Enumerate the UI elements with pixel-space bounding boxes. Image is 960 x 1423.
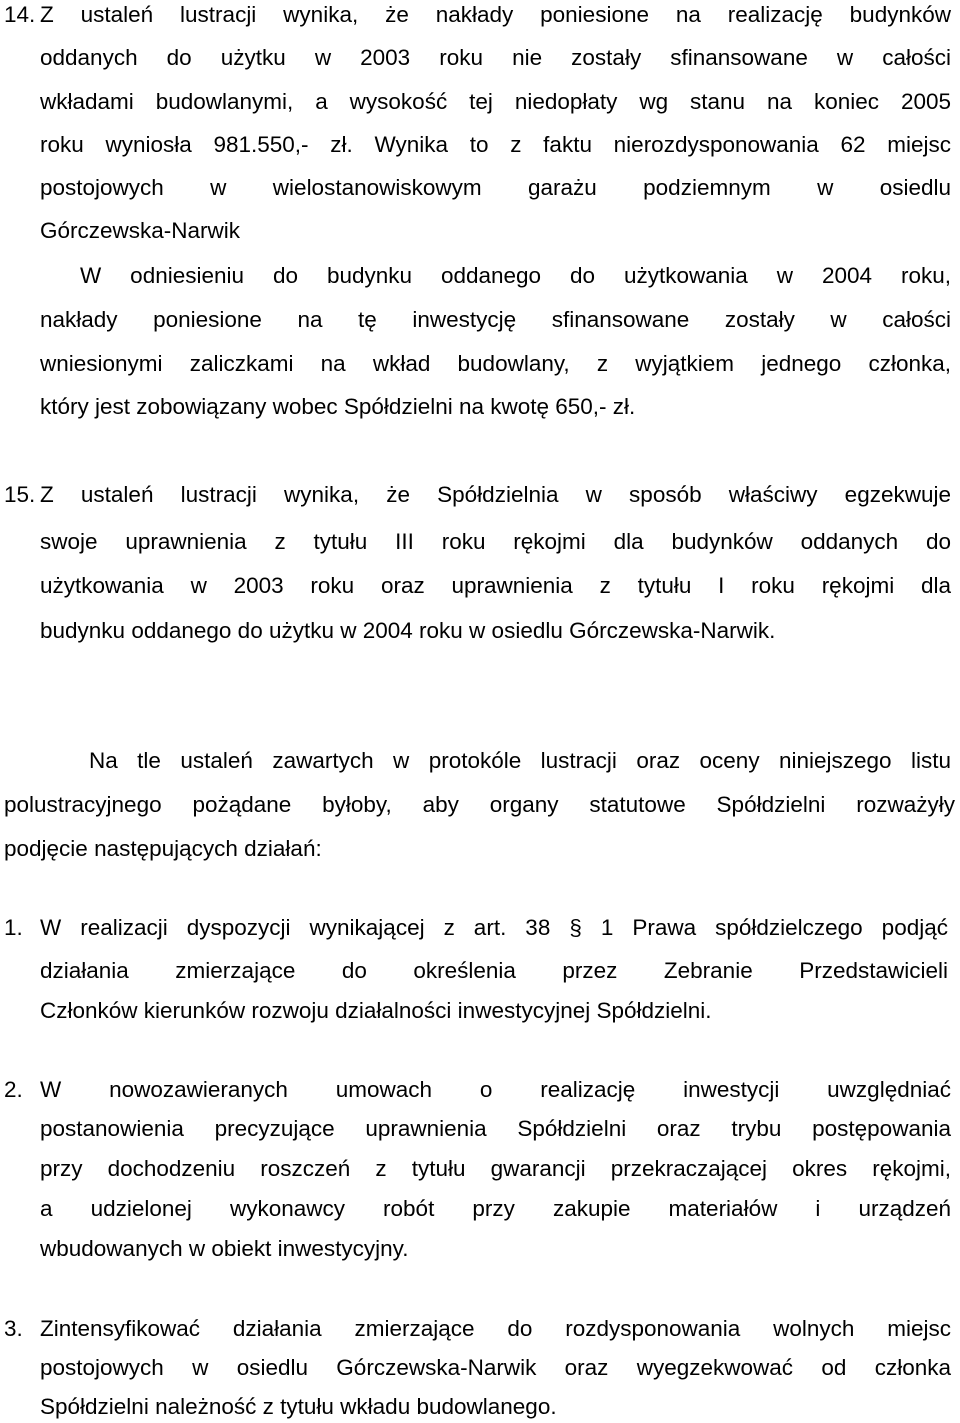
recommendation-line: Członków kierunków rozwoju działalności inwestycyjnej Spółdzielni. <box>40 998 712 1023</box>
item-14-line: postojowych w wielostanowiskowym garażu podziemnym w osiedlu <box>40 175 951 200</box>
recommendation-number: 3. <box>4 1316 23 1341</box>
item-14-line: W odniesieniu do budynku oddanego do użytkowania w 2004 roku, <box>80 263 951 288</box>
item-14-number: 14. <box>4 2 36 27</box>
recommendation-line: W nowozawieranych umowach o realizację inwestycji uwzględniać <box>40 1077 951 1102</box>
item-15-number: 15. <box>4 482 36 507</box>
recommendation-line: Spółdzielni należność z tytułu wkładu budowlanego. <box>40 1394 557 1419</box>
item-14-line: nakłady poniesione na tę inwestycję sfinansowane zostały w całości <box>40 307 951 332</box>
item-14-line: Z ustaleń lustracji wynika, że nakłady poniesione na realizację budynków <box>40 2 951 27</box>
item-15-line: budynku oddanego do użytku w 2004 roku w osiedlu Górczewska-Narwik. <box>40 618 776 643</box>
item-14-line: oddanych do użytku w 2003 roku nie zostały sfinansowane w całości <box>40 45 951 70</box>
recommendation-line: postanowienia precyzujące uprawnienia Spółdzielni oraz trybu postępowania <box>40 1116 951 1141</box>
item-15-line: Z ustaleń lustracji wynika, że Spółdzielnia w sposób właściwy egzekwuje <box>40 482 951 507</box>
recommendation-line: postojowych w osiedlu Górczewska-Narwik oraz wyegzekwować od członka <box>40 1355 951 1380</box>
item-15-line: użytkowania w 2003 roku oraz uprawnienia z tytułu I roku rękojmi dla <box>40 573 951 598</box>
summary-line: Na tle ustaleń zawartych w protokóle lustracji oraz oceny niniejszego listu <box>89 748 951 773</box>
item-15-line: swoje uprawnienia z tytułu III roku rękojmi dla budynków oddanych do <box>40 529 951 554</box>
item-14-line: wniesionymi zaliczkami na wkład budowlany, z wyjątkiem jednego członka, <box>40 351 951 376</box>
recommendation-number: 1. <box>4 915 23 940</box>
recommendation-line: działania zmierzające do określenia przez Zebranie Przedstawicieli <box>40 958 948 983</box>
recommendation-line: a udzielonej wykonawcy robót przy zakupie materiałów i urządzeń <box>40 1196 951 1221</box>
recommendation-line: W realizacji dyspozycji wynikającej z art. 38 § 1 Prawa spółdzielczego podjąć <box>40 915 948 940</box>
item-14-line: Górczewska-Narwik <box>40 218 241 243</box>
item-14-line: wkładami budowlanymi, a wysokość tej niedopłaty wg stanu na koniec 2005 <box>40 89 951 114</box>
item-14-line: roku wyniosła 981.550,- zł. Wynika to z faktu nierozdysponowania 62 miejsc <box>40 132 951 157</box>
recommendation-line: Zintensyfikować działania zmierzające do rozdysponowania wolnych miejsc <box>40 1316 951 1341</box>
recommendation-number: 2. <box>4 1077 23 1102</box>
summary-line: podjęcie następujących działań: <box>4 836 322 861</box>
recommendation-line: przy dochodzeniu roszczeń z tytułu gwarancji przekraczającej okres rękojmi, <box>40 1156 951 1181</box>
recommendation-line: wbudowanych w obiekt inwestycyjny. <box>40 1236 409 1261</box>
summary-line: polustracyjnego pożądane byłoby, aby organy statutowe Spółdzielni rozważyły <box>4 792 955 817</box>
item-14-line: który jest zobowiązany wobec Spółdzielni na kwotę 650,- zł. <box>40 394 636 419</box>
